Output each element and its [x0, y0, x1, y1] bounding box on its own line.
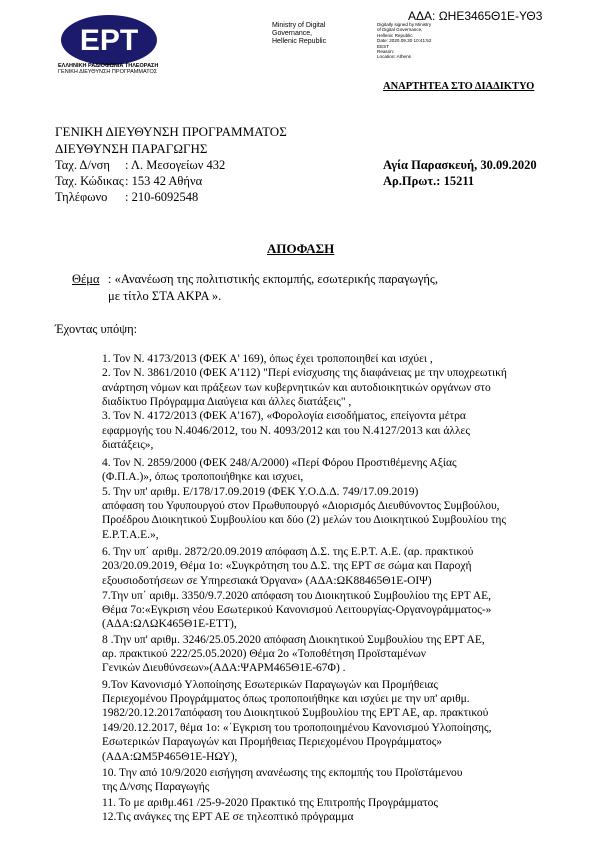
body-line: 5. Την υπ' αριθμ. Ε/178/17.09.2019 (ΦΕΚ Υ.Ο.Δ.Δ. 749/17.09.2019) [102, 486, 419, 498]
zip-value: : 153 42 Αθήνα [125, 174, 203, 188]
body-line: διαδίκτυο Πρόγραμμα Διαύγεια και άλλες διατάξεις" , [102, 396, 352, 408]
body-line: 149/20.12.2017, θέμα 1ο: «΄Εγκριση του τροποποιημένου Κανονισμού Υλοποίησης, [102, 722, 492, 734]
phone-label: Τηλέφωνο [55, 190, 108, 204]
subject-line-1: : «Ανανέωση της πολιτιστικής εκπομπής, εσωτερικής παραγωγής, [108, 272, 438, 286]
body-line: απόφαση του Υφυπουργού στον Πρωθυπουργό «Διορισμός Διευθύνοντος Συμβούλου, [102, 500, 500, 512]
body-line: (ΑΔΑ:ΩΜ5Ρ465Θ1Ε-ΗΩΥ), [102, 751, 238, 763]
body-line: (ΑΔΑ:ΩΛΩΚ465Θ1Ε-ΕΤΤ), [102, 618, 237, 630]
subject-line-2: με τίτλο ΣΤΑ ΑΚΡΑ ». [108, 289, 222, 303]
body-line: 12.Τις ανάγκες της ΕΡΤ ΑΕ σε τηλεοπτικό πρόγραμμα [102, 811, 354, 823]
body-line: 9.Τον Κανονισμό Υλοποίησης Εσωτερικών Παραγωγών και Προμήθειας [102, 679, 438, 691]
phone-value: : 210-6092548 [125, 190, 199, 204]
body-line: 7.Την υπ΄ αριθμ. 3350/9.7.2020 απόφαση του Διοικητικού Συμβουλίου της ΕΡΤ ΑΕ, [102, 590, 492, 602]
logo-caption-2: ΓΕΝΙΚΗ ΔΙΕΥΘΥΝΣΗ ΠΡΟΓΡΑΜΜΑΤΟΣ [58, 69, 158, 75]
body-line: ανάρτηση νόμων και πράξεων των κυβερνητικών και αυτοδιοικητικών οργάνων στο [102, 382, 491, 394]
body-line: Εσωτερικών Παραγωγών και Προμήθειας Περιεχομένου Προγράμματος» [102, 736, 443, 748]
signature-issuer: Ministry of Digital Governance, Hellenic Republic [272, 22, 327, 45]
body-line: 3. Τον Ν. 4172/2013 (ΦΕΚ Α'167), «Φορολογία εισοδήματος, επείγοντα μέτρα [102, 410, 466, 422]
logo-caption-1: ΕΛΛΗΝΙΚΗ ΡΑΔΙΟΦΩΝΙΑ ΤΗΛΕΟΡΑΣΗ [58, 63, 159, 69]
body-line: Περιεχομένου Προγράμματος όπως τροποποιήθηκε και ισχύει με την υπ' αριθμ. [102, 693, 470, 705]
department-general: ΓΕΝΙΚΗ ΔΙΕΥΘΥΝΣΗ ΠΡΟΓΡΑΜΜΑΤΟΣ [55, 124, 287, 139]
address-label: Ταχ. Δ/νση [55, 158, 110, 172]
logo-text: ΕΡΤ [79, 24, 139, 57]
body-line: εξουσιοδοτήσεων σε Υπηρεσιακά Όργανα» (ΑΔΑ:ΩΚ88465Θ1Ε-ΟΙΨ) [102, 575, 432, 587]
body-line: της Δ/νσης Παραγωγής [102, 781, 210, 793]
address-value: : Λ. Μεσογείων 432 [125, 158, 226, 172]
document-date: Αγία Παρασκευή, 30.09.2020 [383, 158, 537, 172]
posted-online-notice: ΑΝΑΡΤΗΤΕΑ ΣΤΟ ΔΙΑΔΙΚΤΥΟ [383, 81, 535, 92]
body-line: Θέμα 7ο:«Εγκριση νέου Εσωτερικού Κανονισμού Λειτουργίας-Οργανογράμματος-» [102, 604, 492, 616]
body-line: εφαρμογής του Ν.4046/2012, του Ν. 4093/2012 και του Ν.4127/2013 και άλλες [102, 425, 470, 437]
body-line: Προέδρου Διοικητικού Συμβουλίου και δύο (2) μελών του Διοικητικού Συμβουλίου της [102, 514, 506, 526]
subject-label: Θέμα [72, 272, 100, 286]
protocol-number: Αρ.Πρωτ.: 15211 [383, 174, 475, 188]
body-line: 1. Τον Ν. 4173/2013 (ΦΕΚ Α' 169), όπως έχει τροποποιηθεί και ισχύει , [102, 353, 433, 365]
body-line: 203/20.09.2019, Θέμα 1ο: «Συγκρότηση του Δ.Σ. της ΕΡΤ σε σώμα και Παροχή [102, 560, 472, 572]
document-title: ΑΠΟΦΑΣΗ [267, 241, 335, 256]
zip-label: Ταχ. Κώδικας [55, 174, 124, 188]
ada-code: ΑΔΑ: ΩΗΕ3465Θ1Ε-ΥΘ3 [408, 9, 543, 23]
body-line: διατάξεις», [102, 439, 154, 451]
body-line: 6. Την υπ΄ αριθμ. 2872/20.09.2019 απόφαση Δ.Σ. της Ε.Ρ.Τ. Α.Ε. (αρ. πρακτικού [102, 546, 474, 558]
body-line: 8 .Την υπ' αριθμ. 3246/25.05.2020 απόφαση Διοικητικού Συμβουλίου της ΕΡΤ ΑΕ, [102, 634, 485, 646]
body-line: 4. Τον Ν. 2859/2000 (ΦΕΚ 248/Α/2000) «Περί Φόρου Προστιθέμενης Αξίας [102, 457, 457, 469]
body-line: 2. Τον Ν. 3861/2010 (ΦΕΚ Α'112) "Περί ενίσχυσης της διαφάνειας με την υποχρεωτική [102, 367, 507, 379]
considering-heading: Έχοντας υπόψη: [55, 322, 138, 336]
body-line: 10. Την από 10/9/2020 εισήγηση ανανέωσης της εκπομπής του Προϊστάμενου [102, 767, 463, 779]
department-production: ΔΙΕΥΘΥΝΣΗ ΠΑΡΑΓΩΓΗΣ [55, 141, 208, 156]
body-line: αρ. πρακτικού 222/25.05.2020) Θέμα 2ο «Τοποθέτηση Προϊσταμένων [102, 648, 426, 660]
body-line: (Φ.Π.Α.)», όπως τροποποιήθηκε και ισχυει, [102, 471, 304, 483]
body-line: Γενικών Διευθύνσεων»(ΑΔΑ:ΨΑΡΜ465Θ1Ε-67Φ) . [102, 662, 346, 674]
body-line: 1982/20.12.2017απόφαση του Διοικητικού Συμβουλίου της ΕΡΤ ΑΕ, αρ. πρακτικού [102, 707, 489, 719]
body-line: Ε.Ρ.Τ.Α.Ε.», [102, 529, 159, 541]
body-line: 11. Το με αριθμ.461 /25-9-2020 Πρακτικό της Επιτροπής Προγράμματος [102, 797, 438, 809]
signature-details: Digitally signed by Ministry of Digital Governance, Hellenic Republic Date: 2020.09.30 10:41:52 EEST Reason: Location: Athens [377, 22, 432, 60]
